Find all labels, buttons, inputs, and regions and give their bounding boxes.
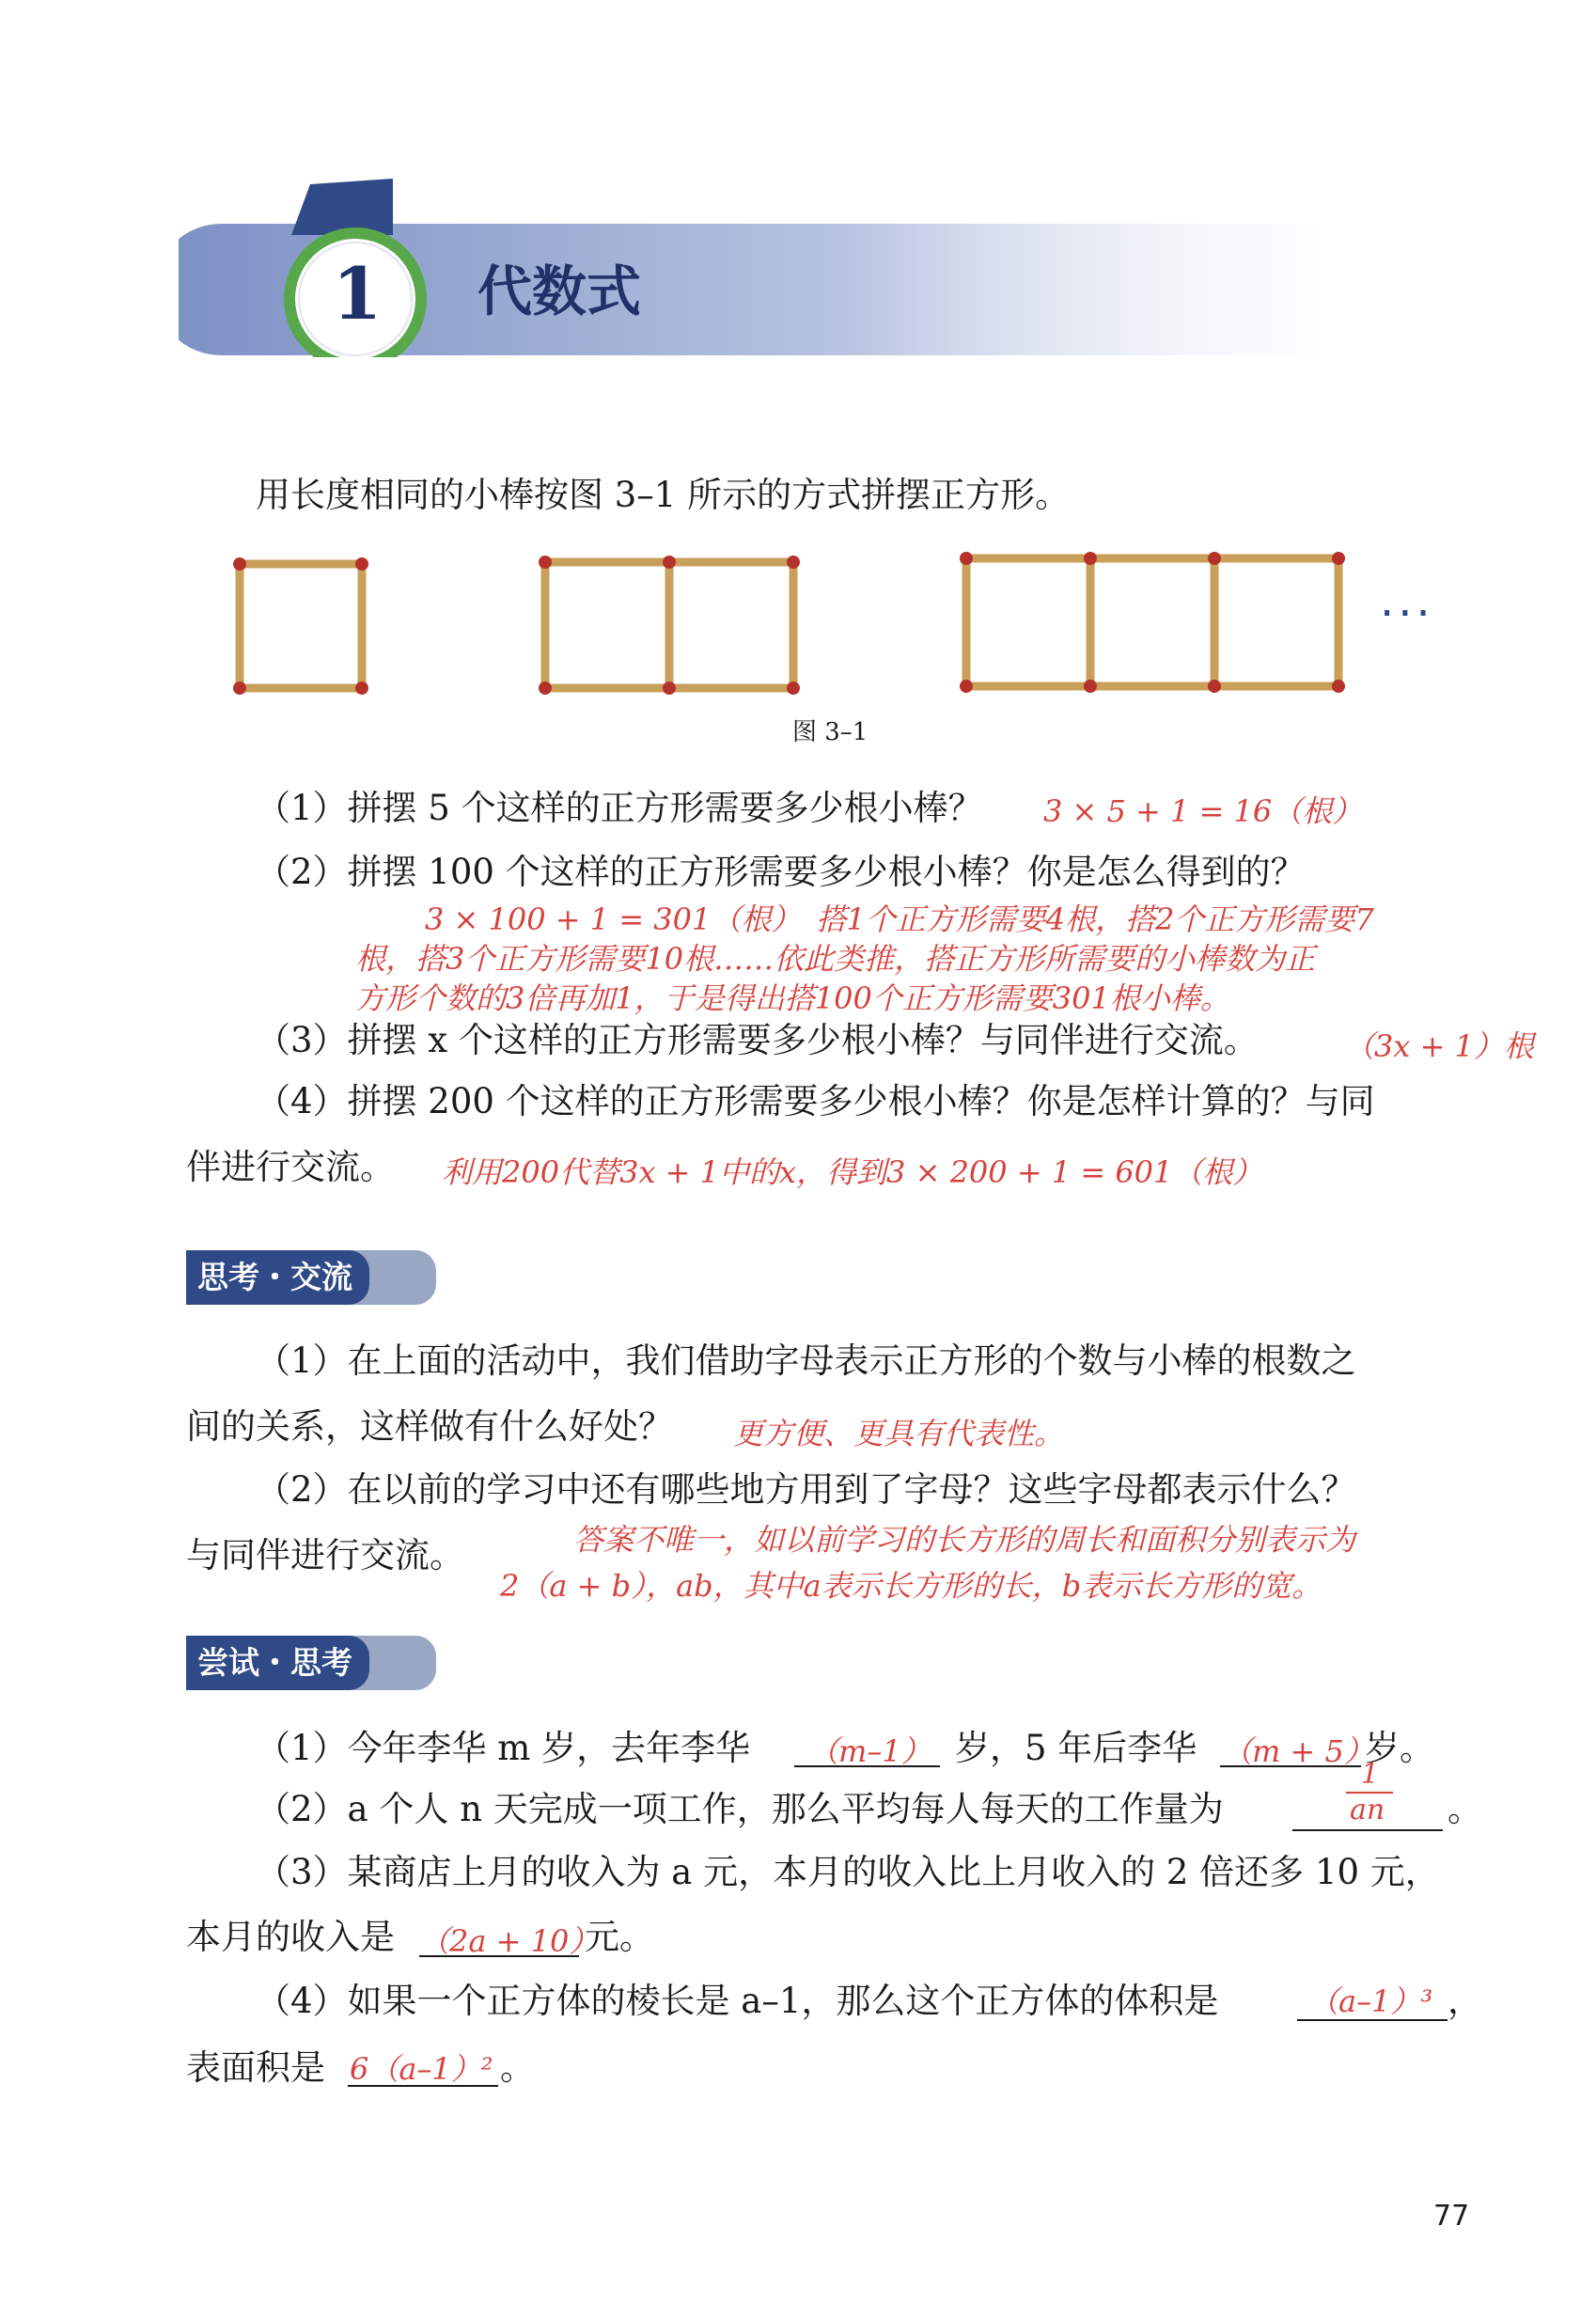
question-4-line-2: 伴进行交流。 — [186, 1147, 395, 1187]
figure-stick-squares — [226, 545, 1447, 705]
try-q2: （2）a 个人 n 天完成一项工作，那么平均每人每天的工作量为 — [256, 1789, 1224, 1829]
answer-2-line-2: 根，搭3个正方形需要10根……依此类推，搭正方形所需要的小棒数为正 — [355, 941, 1316, 977]
try-q2-blank — [1292, 1829, 1443, 1831]
try-q3-line-1: （3）某商店上月的收入为 a 元，本月的收入比上月收入的 2 倍还多 10 元， — [256, 1852, 1440, 1892]
section-think-discuss — [186, 1250, 440, 1305]
try-a1-blank-1: （m–1） — [808, 1733, 931, 1769]
try-q4-line-2: 表面积是 — [186, 2047, 325, 2088]
try-a4-surface: 6（a–1）² — [350, 2051, 493, 2087]
try-q1-part-c: 岁。 — [1365, 1728, 1434, 1768]
answer-2-line-1: 3 × 100 + 1 = 301（根） 搭1个正方形需要4根，搭2个正方形需要7 — [425, 901, 1374, 937]
think-q2-line-1: （2）在以前的学习中还有哪些地方用到了字母？这些字母都表示什么？ — [256, 1469, 1356, 1510]
answer-3: （3x + 1）根 — [1344, 1028, 1534, 1064]
try-q4-comma: ， — [1447, 1981, 1482, 2021]
answer-2-line-3: 方形个数的3倍再加1，于是得出搭100个正方形需要301根小棒。 — [355, 980, 1230, 1016]
think-a1: 更方便、更具有代表性。 — [733, 1416, 1065, 1451]
try-a2-denominator: an — [1350, 1794, 1385, 1826]
try-a1-blank-2: （m + 5） — [1222, 1733, 1374, 1769]
section-try-think — [186, 1636, 440, 1690]
try-a2-numerator: 1 — [1361, 1758, 1380, 1791]
chapter-number: 1 — [332, 252, 383, 336]
question-2: （2）拼摆 100 个这样的正方形需要多少根小棒？你是怎么得到的？ — [256, 852, 1306, 892]
try-a4-volume: （a–1）³ — [1308, 1983, 1433, 2019]
question-1: （1）拼摆 5 个这样的正方形需要多少根小棒？ — [256, 788, 983, 828]
think-a2-line-1: 答案不唯一，如以前学习的长方形的周长和面积分别表示为 — [573, 1522, 1356, 1558]
figure-caption: 图 3–1 — [792, 718, 868, 746]
chapter-title: 代数式 — [477, 259, 642, 323]
think-q1-line-1: （1）在上面的活动中，我们借助字母表示正方形的个数与小棒的根数之 — [256, 1340, 1356, 1381]
try-q4-line-1: （4）如果一个正方体的棱长是 a–1，那么这个正方体的体积是 — [256, 1981, 1219, 2021]
intro-text: 用长度相同的小棒按图 3–1 所示的方式拼摆正方形。 — [256, 475, 1071, 515]
think-q2-line-2: 与同伴进行交流。 — [186, 1535, 464, 1575]
try-q3-line-2b: 元。 — [585, 1917, 654, 1957]
section-try-think-label: 尝试・思考 — [186, 1636, 369, 1690]
try-q1-part-b: 岁，5 年后李华 — [955, 1728, 1197, 1768]
answer-1: 3 × 5 + 1 = 16（根） — [1043, 793, 1363, 829]
page-number: 77 — [1433, 2200, 1470, 2233]
try-q1-part-a: （1）今年李华 m 岁，去年李华 — [256, 1728, 751, 1768]
answer-4: 利用200代替3x + 1中的x，得到3 × 200 + 1 = 601（根） — [442, 1154, 1263, 1190]
ellipsis: ··· — [1380, 588, 1434, 640]
section-think-discuss-label: 思考・交流 — [186, 1250, 369, 1305]
think-a2-line-2: 2（a + b），ab，其中a表示长方形的长，b表示长方形的宽。 — [500, 1568, 1322, 1604]
try-q4-end: 。 — [500, 2047, 535, 2088]
try-q2-end: 。 — [1447, 1789, 1482, 1829]
think-q1-line-2: 间的关系，这样做有什么好处？ — [186, 1406, 673, 1447]
try-q3-line-2a: 本月的收入是 — [186, 1917, 395, 1957]
question-4-line-1: （4）拼摆 200 个这样的正方形需要多少根小棒？你是怎样计算的？与同 — [256, 1081, 1375, 1121]
try-a3: （2a + 10） — [419, 1923, 600, 1959]
question-3: （3）拼摆 x 个这样的正方形需要多少根小棒？与同伴进行交流。 — [256, 1020, 1259, 1060]
